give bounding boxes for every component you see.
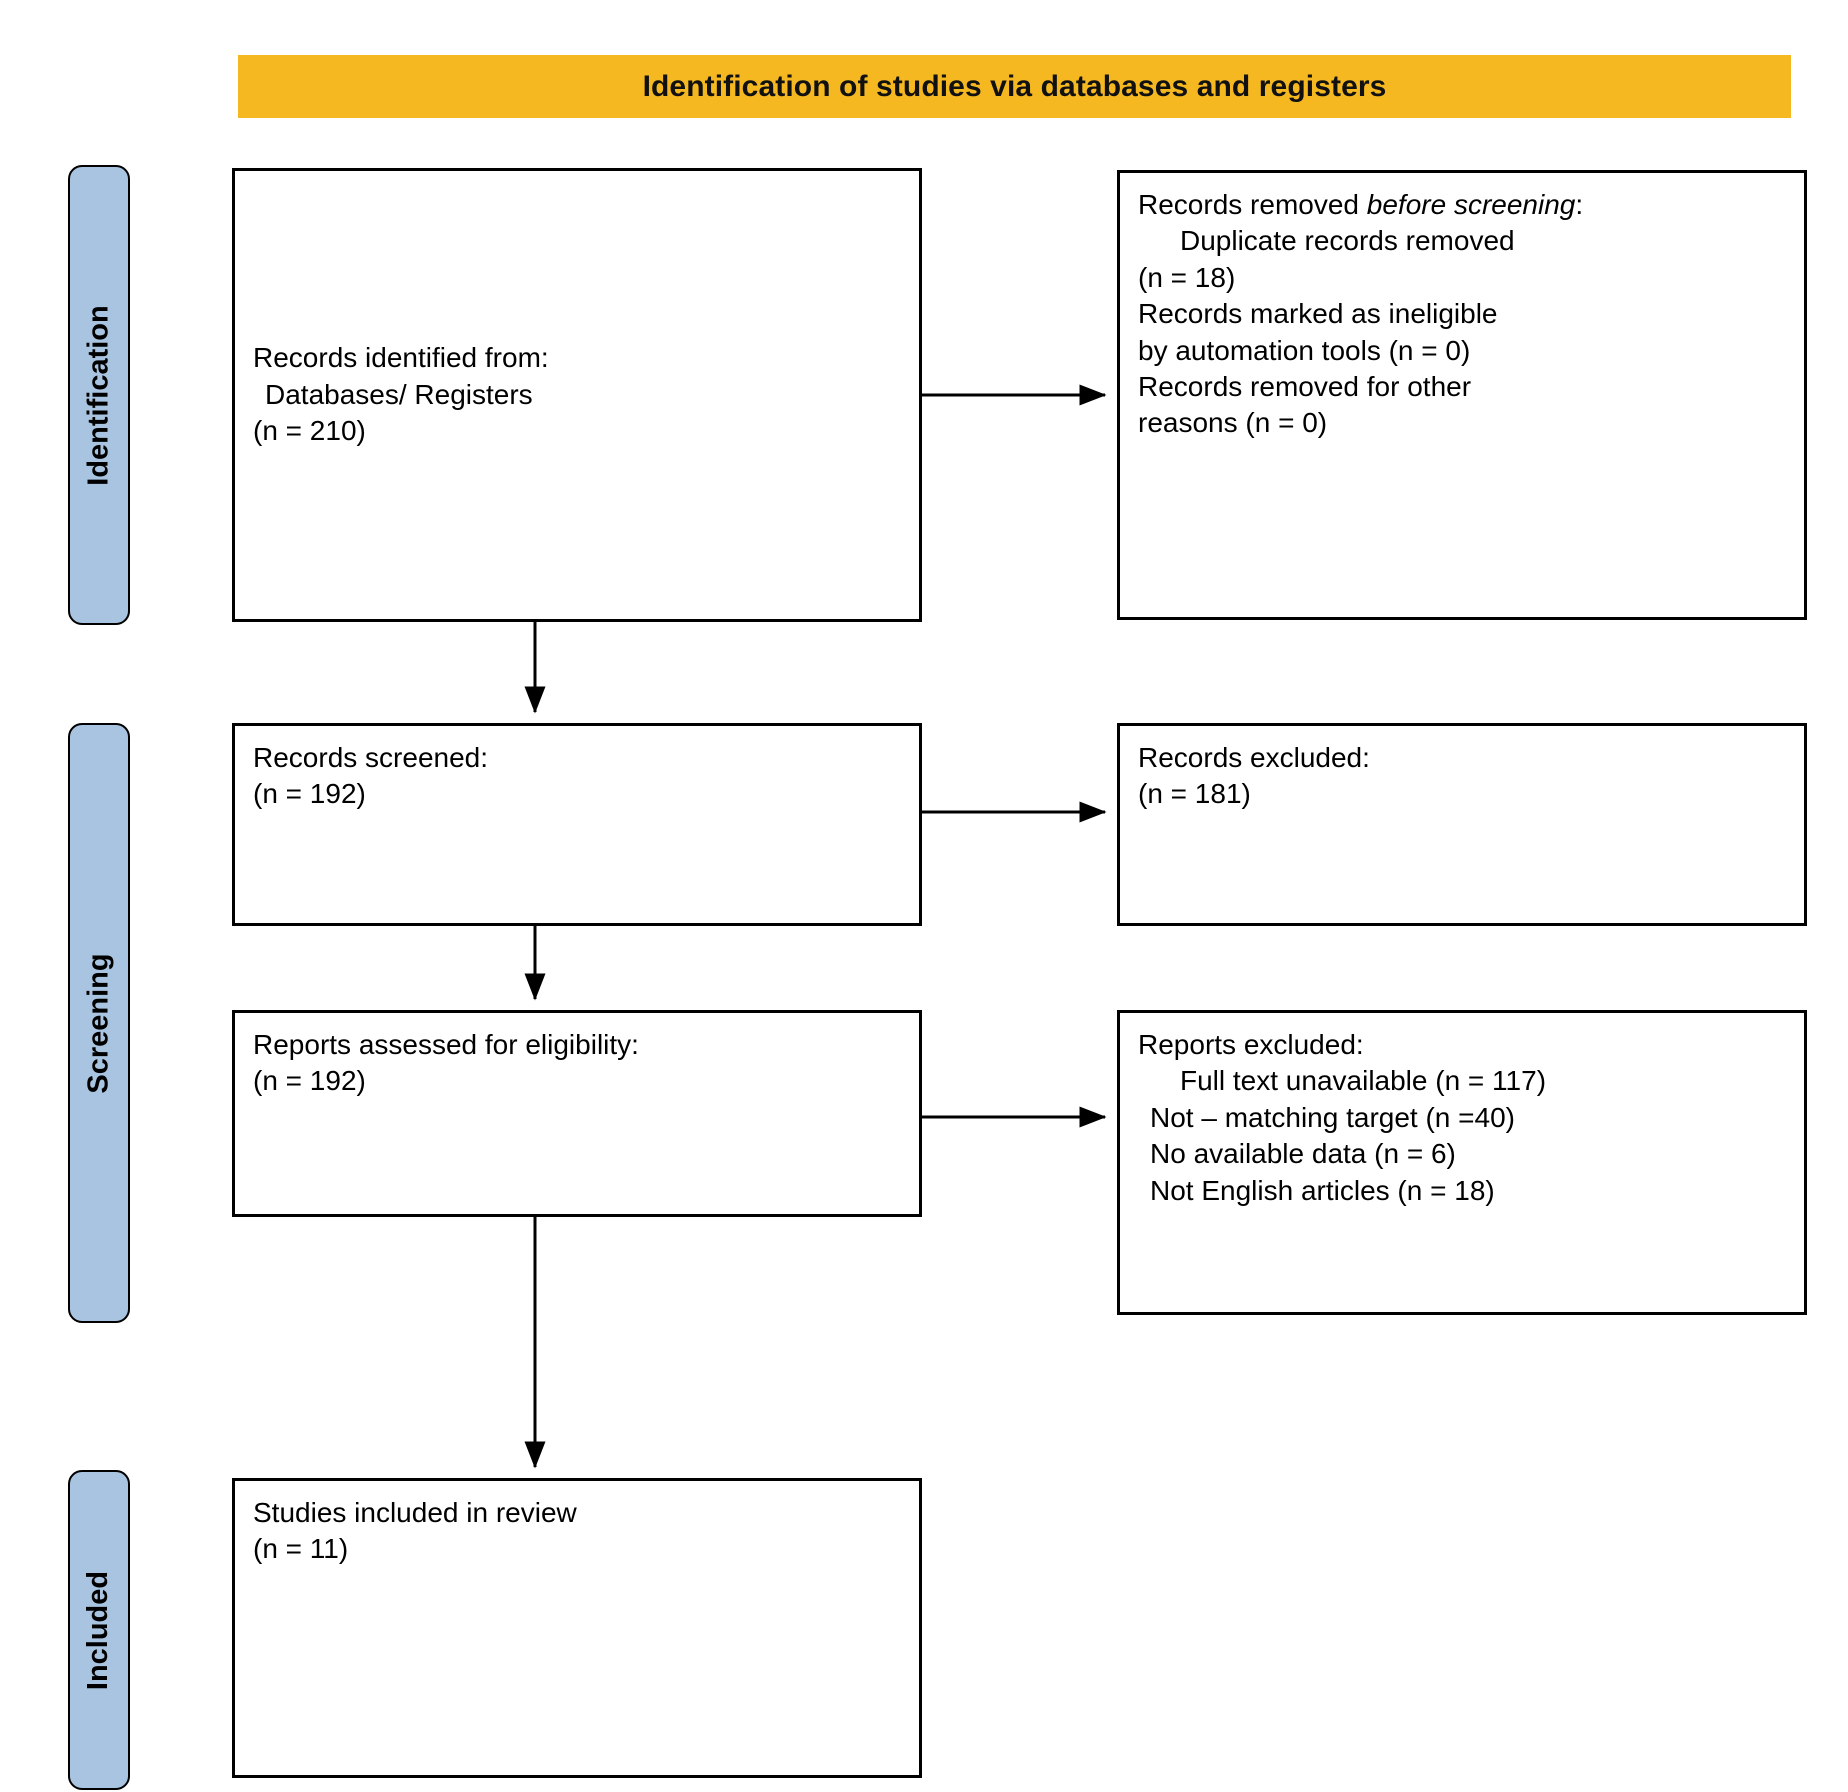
diagram-title-banner: [238, 55, 1791, 118]
box-records-screened: [232, 723, 922, 926]
studies-included-line-1: Studies included in review: [253, 1497, 577, 1528]
records-identified-line-2: Databases/ Registers: [265, 378, 533, 410]
records-removed-line-4: by automation tools (n = 0): [1138, 334, 1471, 366]
records-removed-line-2: (n = 18): [1138, 261, 1236, 293]
records-removed-heading-colon: :: [1575, 189, 1584, 220]
records-identified-line-3: (n = 210): [253, 415, 366, 447]
box-studies-included: [232, 1478, 922, 1778]
records-removed-heading: [1138, 187, 1786, 223]
records-identified-line-1: Records identified from:: [253, 342, 549, 374]
stage-label-included: [68, 1470, 130, 1790]
stage-label-identification: [68, 165, 130, 625]
reports-excluded-line-4: No available data (n = 6): [1150, 1138, 1456, 1170]
stage-label-screening: [68, 723, 130, 1323]
reports-assessed-line-1: Reports assessed for eligibility:: [253, 1029, 639, 1060]
records-removed-line-6: reasons (n = 0): [1138, 407, 1328, 439]
reports-excluded-line-5: Not English articles (n = 18): [1150, 1174, 1495, 1206]
records-excluded-line-2: (n = 181): [1138, 778, 1251, 810]
box-reports-excluded: [1117, 1010, 1807, 1315]
reports-assessed-line-2: (n = 192): [253, 1065, 366, 1097]
records-removed-line-1: Duplicate records removed: [1180, 225, 1515, 257]
stage-label-included-text: Included: [82, 1570, 115, 1690]
records-screened-line-2: (n = 192): [253, 778, 366, 810]
records-removed-line-5: Records removed for other: [1138, 370, 1472, 402]
reports-excluded-line-1: Reports excluded:: [1138, 1029, 1364, 1060]
box-records-excluded: [1117, 723, 1807, 926]
reports-excluded-line-3: Not – matching target (n =40): [1150, 1101, 1515, 1133]
stage-label-screening-text: Screening: [82, 952, 115, 1094]
diagram-title: Identification of studies via databases and registers: [642, 69, 1387, 103]
reports-excluded-line-2: Full text unavailable (n = 117): [1180, 1065, 1547, 1097]
records-removed-line-3: Records marked as ineligible: [1138, 298, 1498, 330]
box-records-removed-before-screening: [1117, 170, 1807, 620]
studies-included-line-2: (n = 11): [253, 1533, 349, 1565]
box-records-identified: [232, 168, 922, 622]
records-excluded-line-1: Records excluded:: [1138, 742, 1370, 773]
records-screened-line-1: Records screened:: [253, 742, 489, 773]
box-reports-assessed-for-eligibility: [232, 1010, 922, 1217]
records-removed-heading-italic: before screening: [1366, 189, 1576, 220]
records-removed-heading-plain: Records removed: [1138, 189, 1367, 220]
stage-label-identification-text: Identification: [82, 304, 115, 486]
